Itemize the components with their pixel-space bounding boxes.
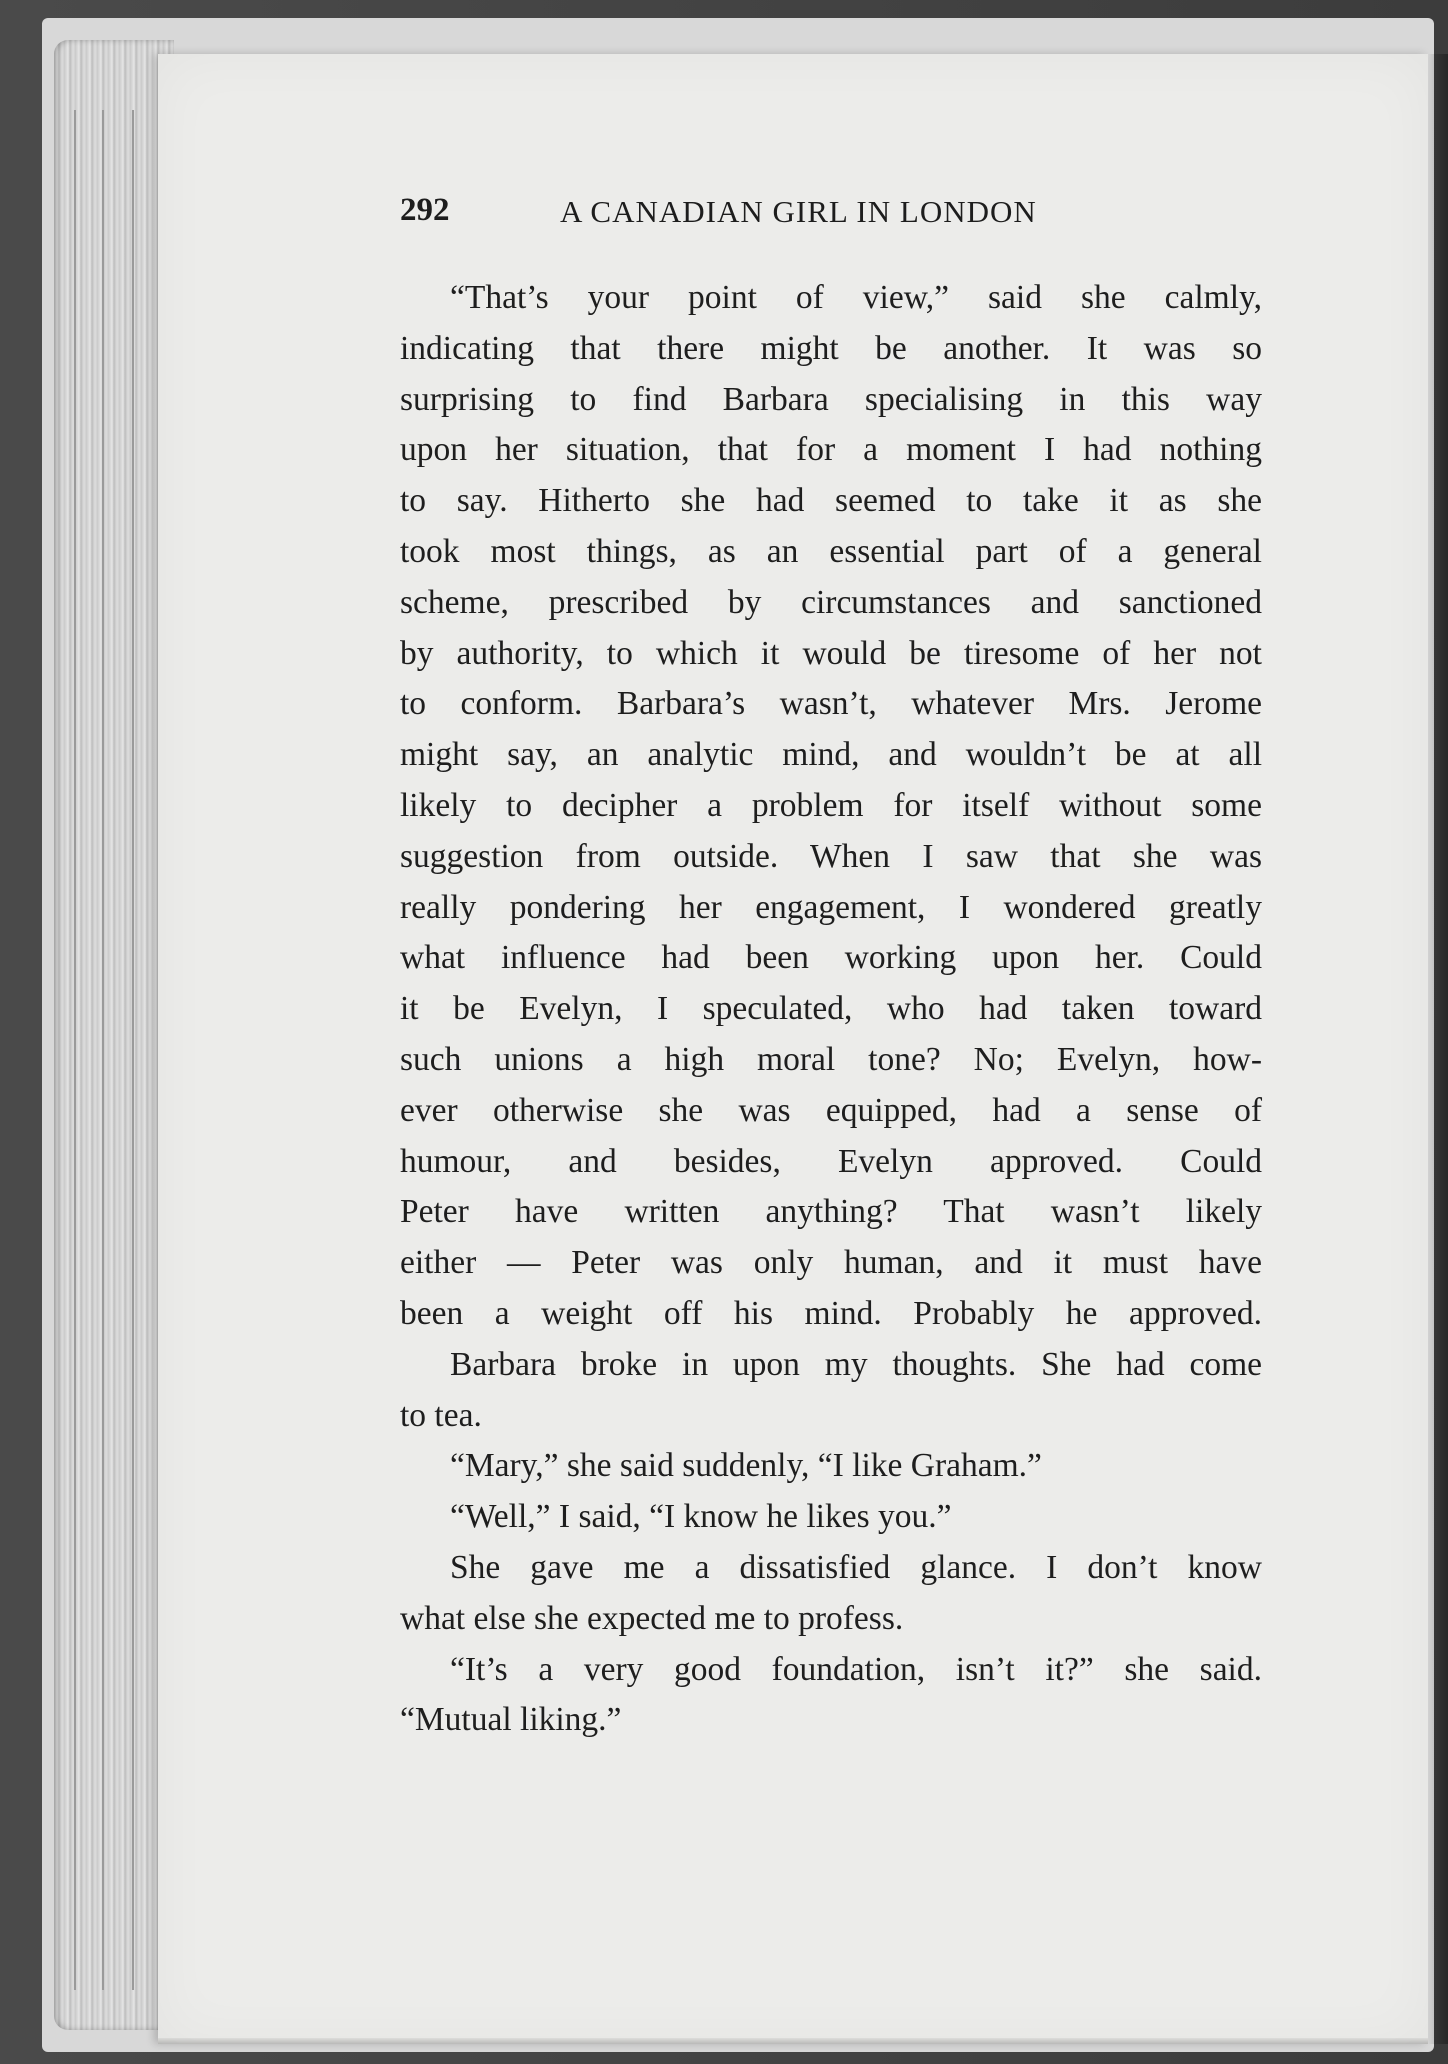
text-line: what else she expected me to profess. <box>400 1599 904 1637</box>
text-line: She gave me a dissatisfied glance. I don’t know <box>450 1548 1262 1586</box>
text-line: “Mutual liking.” <box>400 1701 622 1739</box>
page-bottom-edge <box>158 2038 1428 2044</box>
text-line: might say, an analytic mind, and wouldn’t be at all <box>400 736 1262 774</box>
text-line: “Well,” I said, “I know he likes you.” <box>450 1498 952 1536</box>
text-line: likely to decipher a problem for itself without some <box>400 786 1262 824</box>
text-line: indicating that there might be another. It was so <box>400 329 1262 367</box>
text-line: really pondering her engagement, I wondered greatly <box>400 888 1262 926</box>
text-line: Peter have written anything? That wasn’t likely <box>400 1193 1262 1231</box>
page-edges <box>54 40 174 2030</box>
text-line: to say. Hitherto she had seemed to take it as she <box>400 482 1262 520</box>
page-header <box>400 192 1100 240</box>
running-title: A CANADIAN GIRL IN LONDON <box>560 194 1037 229</box>
text-line: humour, and besides, Evelyn approved. Could <box>400 1142 1262 1180</box>
page-edge-line <box>74 110 76 1990</box>
text-line: “It’s a very good foundation, isn’t it?” she said. <box>450 1650 1262 1688</box>
text-line: scheme, prescribed by circumstances and sanctioned <box>400 583 1262 621</box>
text-line: took most things, as an essential part of a general <box>400 532 1262 570</box>
text-line: suggestion from outside. When I saw that she was <box>400 837 1262 875</box>
text-line: Barbara broke in upon my thoughts. She had come <box>450 1345 1262 1383</box>
text-line: to conform. Barbara’s wasn’t, whatever Mrs. Jerome <box>400 685 1262 723</box>
page-number: 292 <box>400 192 450 228</box>
text-line: upon her situation, that for a moment I had nothing <box>400 431 1262 469</box>
text-line: ever otherwise she was equipped, had a sense of <box>400 1091 1262 1129</box>
text-line: it be Evelyn, I speculated, who had taken toward <box>400 990 1262 1028</box>
text-line: either — Peter was only human, and it must have <box>400 1244 1262 1282</box>
body-text <box>400 273 1262 1746</box>
page-edge-line <box>132 110 134 1990</box>
text-line: surprising to find Barbara specialising in this way <box>400 380 1262 418</box>
text-line: “Mary,” she said suddenly, “I like Graham.” <box>450 1447 1042 1485</box>
text-line: been a weight off his mind. Probably he approved. <box>400 1294 1262 1332</box>
page-gutter-shadow <box>1428 54 1448 2044</box>
text-line: by authority, to which it would be tiresome of her not <box>400 634 1262 672</box>
text-line: “That’s your point of view,” said she calmly, <box>450 279 1262 316</box>
text-line: to tea. <box>400 1396 482 1434</box>
text-line: what influence had been working upon her. Could <box>400 939 1262 977</box>
text-line: such unions a high moral tone? No; Evelyn, how- <box>400 1040 1262 1078</box>
page-edge-line <box>102 110 104 1990</box>
